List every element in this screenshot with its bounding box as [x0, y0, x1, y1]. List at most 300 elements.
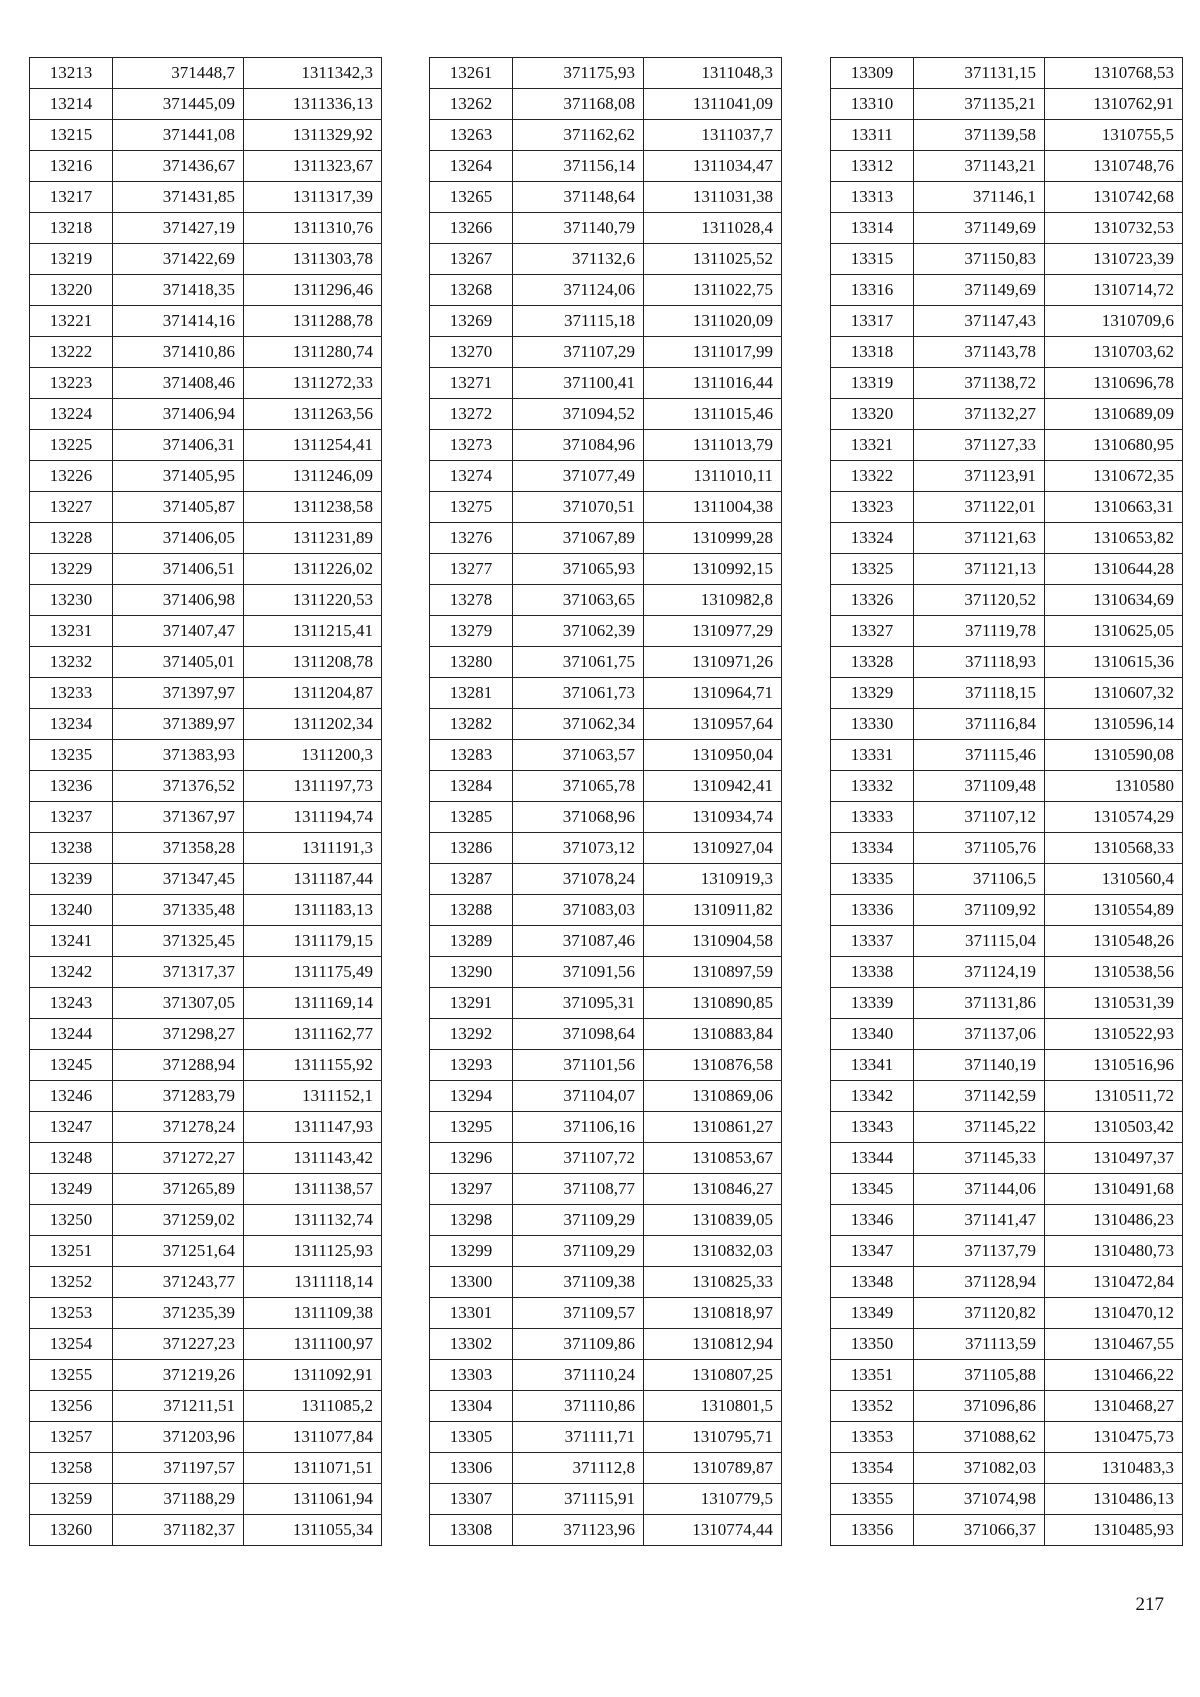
y-coordinate-cell: 1310832,03	[644, 1236, 782, 1267]
x-coordinate-cell: 371109,29	[513, 1236, 644, 1267]
table-row	[30, 120, 382, 151]
table-row	[30, 988, 382, 1019]
x-coordinate-cell: 371096,86	[914, 1391, 1045, 1422]
table-row	[30, 1391, 382, 1422]
table-row	[30, 1236, 382, 1267]
table-row	[831, 213, 1183, 244]
point-number-cell: 13319	[831, 368, 914, 399]
y-coordinate-cell: 1310876,58	[644, 1050, 782, 1081]
x-coordinate-cell: 371107,72	[513, 1143, 644, 1174]
point-number-cell: 13299	[430, 1236, 513, 1267]
x-coordinate-cell: 371383,93	[113, 740, 244, 771]
x-coordinate-cell: 371441,08	[113, 120, 244, 151]
table-row	[30, 554, 382, 585]
y-coordinate-cell: 1311317,39	[244, 182, 382, 213]
x-coordinate-cell: 371062,39	[513, 616, 644, 647]
y-coordinate-cell: 1311263,56	[244, 399, 382, 430]
table-row	[30, 585, 382, 616]
x-coordinate-cell: 371168,08	[513, 89, 644, 120]
x-coordinate-cell: 371124,19	[914, 957, 1045, 988]
x-coordinate-cell: 371358,28	[113, 833, 244, 864]
table-row	[430, 988, 782, 1019]
table-row	[430, 1453, 782, 1484]
x-coordinate-cell: 371109,29	[513, 1205, 644, 1236]
point-number-cell: 13230	[30, 585, 113, 616]
y-coordinate-cell: 1310801,5	[644, 1391, 782, 1422]
table-row	[430, 771, 782, 802]
y-coordinate-cell: 1310503,42	[1045, 1112, 1183, 1143]
y-coordinate-cell: 1311194,74	[244, 802, 382, 833]
table-row	[430, 647, 782, 678]
x-coordinate-cell: 371132,6	[513, 244, 644, 275]
x-coordinate-cell: 371144,06	[914, 1174, 1045, 1205]
table-row	[430, 275, 782, 306]
x-coordinate-cell: 371278,24	[113, 1112, 244, 1143]
y-coordinate-cell: 1310548,26	[1045, 926, 1183, 957]
point-number-cell: 13264	[430, 151, 513, 182]
x-coordinate-cell: 371307,05	[113, 988, 244, 1019]
y-coordinate-cell: 1311015,46	[644, 399, 782, 430]
y-coordinate-cell: 1310818,97	[644, 1298, 782, 1329]
y-coordinate-cell: 1310680,95	[1045, 430, 1183, 461]
x-coordinate-cell: 371146,1	[914, 182, 1045, 213]
y-coordinate-cell: 1311238,58	[244, 492, 382, 523]
table-row	[430, 1298, 782, 1329]
x-coordinate-cell: 371105,76	[914, 833, 1045, 864]
y-coordinate-cell: 1310491,68	[1045, 1174, 1183, 1205]
table-row	[831, 1019, 1183, 1050]
y-coordinate-cell: 1311022,75	[644, 275, 782, 306]
point-number-cell: 13341	[831, 1050, 914, 1081]
point-number-cell: 13235	[30, 740, 113, 771]
table-row	[430, 864, 782, 895]
y-coordinate-cell: 1311336,13	[244, 89, 382, 120]
x-coordinate-cell: 371118,93	[914, 647, 1045, 678]
x-coordinate-cell: 371406,94	[113, 399, 244, 430]
x-coordinate-cell: 371135,21	[914, 89, 1045, 120]
table-row	[831, 1298, 1183, 1329]
x-coordinate-cell: 371406,98	[113, 585, 244, 616]
x-coordinate-cell: 371131,15	[914, 58, 1045, 89]
x-coordinate-cell: 371422,69	[113, 244, 244, 275]
point-number-cell: 13218	[30, 213, 113, 244]
table-row	[430, 244, 782, 275]
y-coordinate-cell: 1310825,33	[644, 1267, 782, 1298]
y-coordinate-cell: 1311197,73	[244, 771, 382, 802]
point-number-cell: 13325	[831, 554, 914, 585]
table-row	[831, 275, 1183, 306]
table-row	[831, 1360, 1183, 1391]
y-coordinate-cell: 1311272,33	[244, 368, 382, 399]
y-coordinate-cell: 1311296,46	[244, 275, 382, 306]
point-number-cell: 13326	[831, 585, 914, 616]
x-coordinate-cell: 371111,71	[513, 1422, 644, 1453]
table-row	[430, 926, 782, 957]
point-number-cell: 13255	[30, 1360, 113, 1391]
point-number-cell: 13306	[430, 1453, 513, 1484]
y-coordinate-cell: 1310709,6	[1045, 306, 1183, 337]
point-number-cell: 13304	[430, 1391, 513, 1422]
point-number-cell: 13316	[831, 275, 914, 306]
point-number-cell: 13290	[430, 957, 513, 988]
y-coordinate-cell: 1310574,29	[1045, 802, 1183, 833]
y-coordinate-cell: 1311013,79	[644, 430, 782, 461]
y-coordinate-cell: 1311254,41	[244, 430, 382, 461]
y-coordinate-cell: 1311329,92	[244, 120, 382, 151]
x-coordinate-cell: 371235,39	[113, 1298, 244, 1329]
table-row	[30, 368, 382, 399]
x-coordinate-cell: 371376,52	[113, 771, 244, 802]
y-coordinate-cell: 1310812,94	[644, 1329, 782, 1360]
point-number-cell: 13248	[30, 1143, 113, 1174]
table-row	[30, 1298, 382, 1329]
point-number-cell: 13232	[30, 647, 113, 678]
y-coordinate-cell: 1310615,36	[1045, 647, 1183, 678]
x-coordinate-cell: 371141,47	[914, 1205, 1045, 1236]
y-coordinate-cell: 1310511,72	[1045, 1081, 1183, 1112]
y-coordinate-cell: 1310762,91	[1045, 89, 1183, 120]
point-number-cell: 13222	[30, 337, 113, 368]
y-coordinate-cell: 1310486,23	[1045, 1205, 1183, 1236]
table-row	[30, 461, 382, 492]
x-coordinate-cell: 371068,96	[513, 802, 644, 833]
x-coordinate-cell: 371109,38	[513, 1267, 644, 1298]
point-number-cell: 13238	[30, 833, 113, 864]
x-coordinate-cell: 371149,69	[914, 275, 1045, 306]
point-number-cell: 13246	[30, 1081, 113, 1112]
point-number-cell: 13311	[831, 120, 914, 151]
y-coordinate-cell: 1310890,85	[644, 988, 782, 1019]
x-coordinate-cell: 371084,96	[513, 430, 644, 461]
point-number-cell: 13265	[430, 182, 513, 213]
point-number-cell: 13279	[430, 616, 513, 647]
table-row	[430, 399, 782, 430]
y-coordinate-cell: 1311020,09	[644, 306, 782, 337]
table-row	[30, 895, 382, 926]
table-row	[30, 1143, 382, 1174]
point-number-cell: 13356	[831, 1515, 914, 1546]
y-coordinate-cell: 1310607,32	[1045, 678, 1183, 709]
x-coordinate-cell: 371120,82	[914, 1298, 1045, 1329]
point-number-cell: 13284	[430, 771, 513, 802]
y-coordinate-cell: 1311342,3	[244, 58, 382, 89]
point-number-cell: 13268	[430, 275, 513, 306]
table-row	[30, 926, 382, 957]
y-coordinate-cell: 1311179,15	[244, 926, 382, 957]
y-coordinate-cell: 1311215,41	[244, 616, 382, 647]
point-number-cell: 13301	[430, 1298, 513, 1329]
point-number-cell: 13289	[430, 926, 513, 957]
point-number-cell: 13346	[831, 1205, 914, 1236]
x-coordinate-cell: 371137,79	[914, 1236, 1045, 1267]
point-number-cell: 13295	[430, 1112, 513, 1143]
point-number-cell: 13337	[831, 926, 914, 957]
x-coordinate-cell: 371095,31	[513, 988, 644, 1019]
y-coordinate-cell: 1311025,52	[644, 244, 782, 275]
x-coordinate-cell: 371106,16	[513, 1112, 644, 1143]
table-row	[30, 1329, 382, 1360]
point-number-cell: 13278	[430, 585, 513, 616]
x-coordinate-cell: 371109,92	[914, 895, 1045, 926]
x-coordinate-cell: 371406,51	[113, 554, 244, 585]
y-coordinate-cell: 1310807,25	[644, 1360, 782, 1391]
x-coordinate-cell: 371110,24	[513, 1360, 644, 1391]
point-number-cell: 13352	[831, 1391, 914, 1422]
table-row	[430, 1174, 782, 1205]
point-number-cell: 13317	[831, 306, 914, 337]
point-number-cell: 13221	[30, 306, 113, 337]
point-number-cell: 13277	[430, 554, 513, 585]
y-coordinate-cell: 1310483,3	[1045, 1453, 1183, 1484]
x-coordinate-cell: 371156,14	[513, 151, 644, 182]
table-row	[30, 1205, 382, 1236]
point-number-cell: 13267	[430, 244, 513, 275]
x-coordinate-cell: 371182,37	[113, 1515, 244, 1546]
table-row	[831, 1050, 1183, 1081]
point-number-cell: 13312	[831, 151, 914, 182]
y-coordinate-cell: 1311204,87	[244, 678, 382, 709]
table-row	[430, 709, 782, 740]
coordinates-table-2	[429, 57, 782, 1546]
point-number-cell: 13307	[430, 1484, 513, 1515]
table-row	[430, 306, 782, 337]
table-row	[430, 182, 782, 213]
point-number-cell: 13296	[430, 1143, 513, 1174]
table-row	[831, 461, 1183, 492]
y-coordinate-cell: 1310466,22	[1045, 1360, 1183, 1391]
point-number-cell: 13223	[30, 368, 113, 399]
y-coordinate-cell: 1310789,87	[644, 1453, 782, 1484]
table-row	[831, 182, 1183, 213]
y-coordinate-cell: 1311147,93	[244, 1112, 382, 1143]
table-row	[831, 1329, 1183, 1360]
point-number-cell: 13333	[831, 802, 914, 833]
table-row	[831, 430, 1183, 461]
point-number-cell: 13292	[430, 1019, 513, 1050]
y-coordinate-cell: 1310742,68	[1045, 182, 1183, 213]
point-number-cell: 13324	[831, 523, 914, 554]
y-coordinate-cell: 1310531,39	[1045, 988, 1183, 1019]
table-row	[831, 399, 1183, 430]
y-coordinate-cell: 1311191,3	[244, 833, 382, 864]
point-number-cell: 13256	[30, 1391, 113, 1422]
table-row	[831, 988, 1183, 1019]
table-row	[831, 151, 1183, 182]
x-coordinate-cell: 371098,64	[513, 1019, 644, 1050]
x-coordinate-cell: 371132,27	[914, 399, 1045, 430]
table-row	[831, 678, 1183, 709]
point-number-cell: 13348	[831, 1267, 914, 1298]
y-coordinate-cell: 1310957,64	[644, 709, 782, 740]
point-number-cell: 13270	[430, 337, 513, 368]
y-coordinate-cell: 1311226,02	[244, 554, 382, 585]
x-coordinate-cell: 371119,78	[914, 616, 1045, 647]
x-coordinate-cell: 371094,52	[513, 399, 644, 430]
point-number-cell: 13281	[430, 678, 513, 709]
y-coordinate-cell: 1310568,33	[1045, 833, 1183, 864]
x-coordinate-cell: 371115,04	[914, 926, 1045, 957]
x-coordinate-cell: 371140,79	[513, 213, 644, 244]
y-coordinate-cell: 1310596,14	[1045, 709, 1183, 740]
table-row	[831, 771, 1183, 802]
y-coordinate-cell: 1311109,38	[244, 1298, 382, 1329]
table-row	[430, 1515, 782, 1546]
x-coordinate-cell: 371149,69	[914, 213, 1045, 244]
table-row	[30, 337, 382, 368]
y-coordinate-cell: 1311280,74	[244, 337, 382, 368]
point-number-cell: 13321	[831, 430, 914, 461]
y-coordinate-cell: 1310703,62	[1045, 337, 1183, 368]
x-coordinate-cell: 371145,33	[914, 1143, 1045, 1174]
point-number-cell: 13242	[30, 957, 113, 988]
table-row	[30, 740, 382, 771]
point-number-cell: 13241	[30, 926, 113, 957]
point-number-cell: 13250	[30, 1205, 113, 1236]
table-row	[831, 740, 1183, 771]
point-number-cell: 13323	[831, 492, 914, 523]
table-row	[430, 1050, 782, 1081]
x-coordinate-cell: 371265,89	[113, 1174, 244, 1205]
x-coordinate-cell: 371150,83	[914, 244, 1045, 275]
x-coordinate-cell: 371105,88	[914, 1360, 1045, 1391]
point-number-cell: 13308	[430, 1515, 513, 1546]
table-row	[430, 802, 782, 833]
table-row	[430, 1112, 782, 1143]
table-row	[831, 368, 1183, 399]
x-coordinate-cell: 371325,45	[113, 926, 244, 957]
point-number-cell: 13247	[30, 1112, 113, 1143]
point-number-cell: 13269	[430, 306, 513, 337]
x-coordinate-cell: 371298,27	[113, 1019, 244, 1050]
point-number-cell: 13343	[831, 1112, 914, 1143]
point-number-cell: 13350	[831, 1329, 914, 1360]
table-row	[30, 957, 382, 988]
y-coordinate-cell: 1311118,14	[244, 1267, 382, 1298]
coordinates-table-1	[29, 57, 382, 1546]
x-coordinate-cell: 371251,64	[113, 1236, 244, 1267]
point-number-cell: 13353	[831, 1422, 914, 1453]
table-row	[30, 1360, 382, 1391]
x-coordinate-cell: 371367,97	[113, 802, 244, 833]
point-number-cell: 13309	[831, 58, 914, 89]
x-coordinate-cell: 371127,33	[914, 430, 1045, 461]
table-row	[430, 616, 782, 647]
y-coordinate-cell: 1310911,82	[644, 895, 782, 926]
table-row	[30, 678, 382, 709]
point-number-cell: 13258	[30, 1453, 113, 1484]
y-coordinate-cell: 1310590,08	[1045, 740, 1183, 771]
x-coordinate-cell: 371288,94	[113, 1050, 244, 1081]
y-coordinate-cell: 1311152,1	[244, 1081, 382, 1112]
y-coordinate-cell: 1311085,2	[244, 1391, 382, 1422]
y-coordinate-cell: 1310580	[1045, 771, 1183, 802]
table-row	[30, 523, 382, 554]
x-coordinate-cell: 371188,29	[113, 1484, 244, 1515]
table-row	[831, 1143, 1183, 1174]
x-coordinate-cell: 371317,37	[113, 957, 244, 988]
y-coordinate-cell: 1310480,73	[1045, 1236, 1183, 1267]
y-coordinate-cell: 1310470,12	[1045, 1298, 1183, 1329]
point-number-cell: 13262	[430, 89, 513, 120]
x-coordinate-cell: 371197,57	[113, 1453, 244, 1484]
table-row	[430, 740, 782, 771]
point-number-cell: 13228	[30, 523, 113, 554]
table-row	[831, 864, 1183, 895]
y-coordinate-cell: 1310634,69	[1045, 585, 1183, 616]
point-number-cell: 13271	[430, 368, 513, 399]
table-row	[831, 337, 1183, 368]
table-row	[430, 1329, 782, 1360]
y-coordinate-cell: 1310653,82	[1045, 523, 1183, 554]
x-coordinate-cell: 371445,09	[113, 89, 244, 120]
table-row	[30, 1174, 382, 1205]
y-coordinate-cell: 1310497,37	[1045, 1143, 1183, 1174]
table-row	[831, 1205, 1183, 1236]
table-row	[30, 89, 382, 120]
y-coordinate-cell: 1311031,38	[644, 182, 782, 213]
point-number-cell: 13254	[30, 1329, 113, 1360]
y-coordinate-cell: 1311208,78	[244, 647, 382, 678]
point-number-cell: 13322	[831, 461, 914, 492]
x-coordinate-cell: 371121,63	[914, 523, 1045, 554]
x-coordinate-cell: 371259,02	[113, 1205, 244, 1236]
table-row	[30, 802, 382, 833]
table-row	[831, 1267, 1183, 1298]
table-row	[430, 492, 782, 523]
table-row	[831, 1484, 1183, 1515]
y-coordinate-cell: 1311202,34	[244, 709, 382, 740]
point-number-cell: 13302	[430, 1329, 513, 1360]
y-coordinate-cell: 1311162,77	[244, 1019, 382, 1050]
table-row	[30, 1267, 382, 1298]
point-number-cell: 13226	[30, 461, 113, 492]
point-number-cell: 13243	[30, 988, 113, 1019]
table-row	[30, 864, 382, 895]
table-row	[831, 802, 1183, 833]
point-number-cell: 13336	[831, 895, 914, 926]
coordinates-table-3	[830, 57, 1183, 1546]
x-coordinate-cell: 371389,97	[113, 709, 244, 740]
table-row	[430, 1484, 782, 1515]
point-number-cell: 13252	[30, 1267, 113, 1298]
y-coordinate-cell: 1310538,56	[1045, 957, 1183, 988]
y-coordinate-cell: 1310768,53	[1045, 58, 1183, 89]
y-coordinate-cell: 1311010,11	[644, 461, 782, 492]
y-coordinate-cell: 1310689,09	[1045, 399, 1183, 430]
table-row	[430, 554, 782, 585]
y-coordinate-cell: 1310992,15	[644, 554, 782, 585]
x-coordinate-cell: 371405,87	[113, 492, 244, 523]
point-number-cell: 13293	[430, 1050, 513, 1081]
table-row	[831, 244, 1183, 275]
y-coordinate-cell: 1310861,27	[644, 1112, 782, 1143]
y-coordinate-cell: 1311132,74	[244, 1205, 382, 1236]
point-number-cell: 13261	[430, 58, 513, 89]
y-coordinate-cell: 1311004,38	[644, 492, 782, 523]
x-coordinate-cell: 371083,03	[513, 895, 644, 926]
point-number-cell: 13342	[831, 1081, 914, 1112]
point-number-cell: 13283	[430, 740, 513, 771]
x-coordinate-cell: 371128,94	[914, 1267, 1045, 1298]
x-coordinate-cell: 371109,86	[513, 1329, 644, 1360]
point-number-cell: 13240	[30, 895, 113, 926]
x-coordinate-cell: 371124,06	[513, 275, 644, 306]
x-coordinate-cell: 371219,26	[113, 1360, 244, 1391]
x-coordinate-cell: 371077,49	[513, 461, 644, 492]
point-number-cell: 13327	[831, 616, 914, 647]
point-number-cell: 13276	[430, 523, 513, 554]
y-coordinate-cell: 1310723,39	[1045, 244, 1183, 275]
